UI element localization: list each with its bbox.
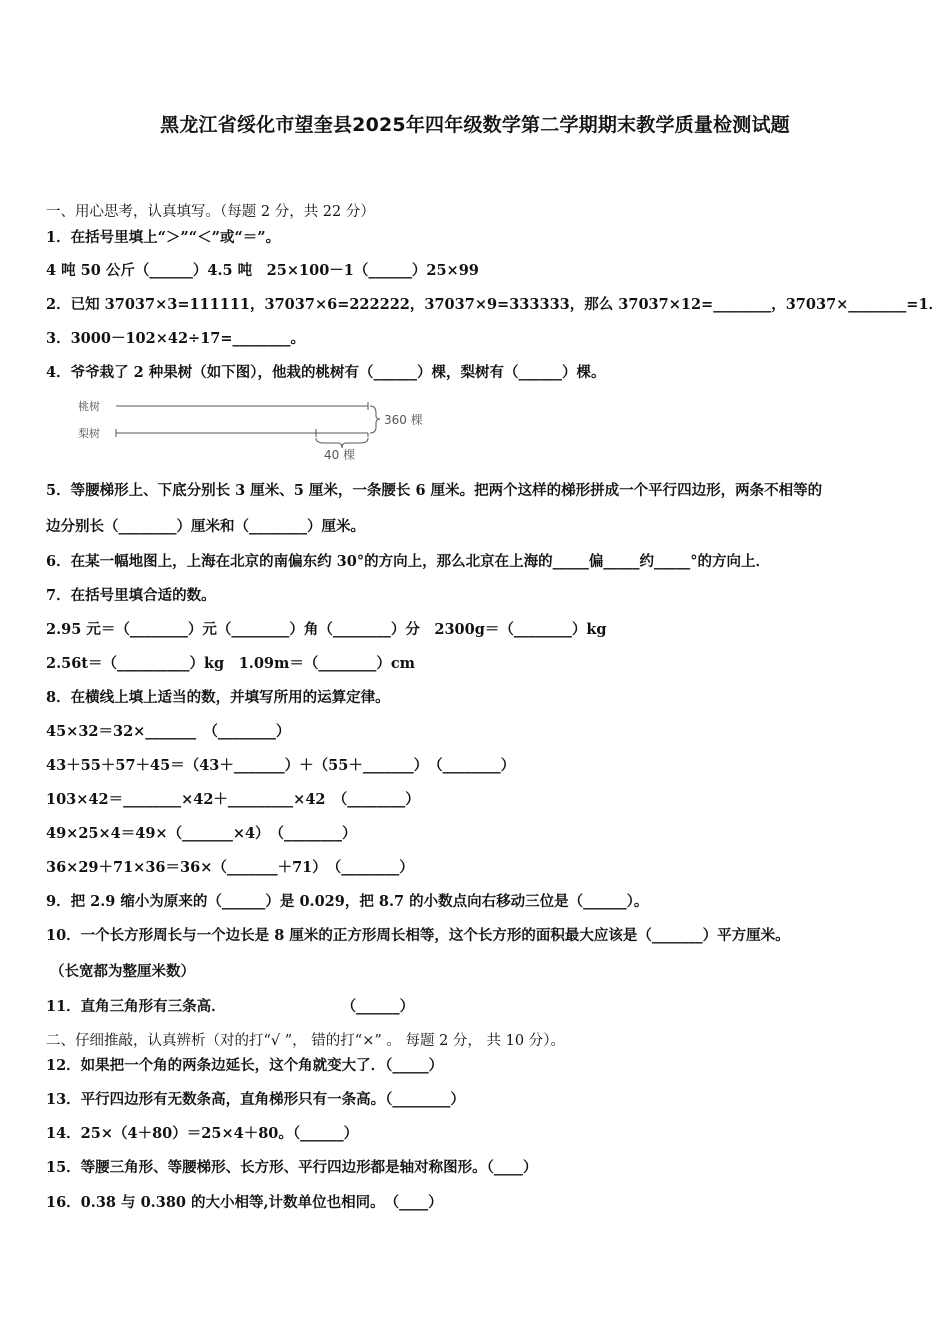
question-15: 15．等腰三角形、等腰梯形、长方形、平行四边形都是轴对称图形。（____） xyxy=(46,1159,538,1176)
diagram-total: 360 棵 xyxy=(384,413,423,427)
page-title: 黑龙江省绥化市望奎县2025年四年级数学第二学期期末教学质量检测试题 xyxy=(160,114,790,136)
question-1: 1．在括号里填上“＞”“＜”或“＝”。 xyxy=(46,229,281,246)
question-2: 2．已知 37037×3=111111，37037×6=222222，37037×9=333333，那么 37037×12=________，37037×________=1． xyxy=(46,296,944,313)
question-7-item-1: 2.95 元＝（________）元（________）角（________）分 2300g＝（________）kg xyxy=(46,621,607,638)
question-8-item-3: 103×42＝________×42＋_________×42 （________） xyxy=(46,791,420,808)
question-11: 11．直角三角形有三条高． （______） xyxy=(46,998,415,1015)
section-1-heading: 一、用心思考，认真填写。（每题 2 分，共 22 分） xyxy=(46,204,375,220)
question-10-note: （长宽都为整厘米数） xyxy=(50,963,195,980)
total-brace xyxy=(370,406,380,433)
question-8-item-1: 45×32＝32×_______ （________） xyxy=(46,723,291,740)
question-14: 14．25×（4＋80）＝25×4＋80。（______） xyxy=(46,1125,359,1142)
tree-diagram xyxy=(76,396,456,462)
section-2-heading: 二、仔细推敲，认真辨析（对的打“√ ”， 错的打“×” 。 每题 2 分， 共 10 分）。 xyxy=(46,1033,565,1049)
question-5-cont: 边分别长（________）厘米和（________）厘米。 xyxy=(46,518,365,535)
question-7: 7．在括号里填合适的数。 xyxy=(46,587,216,604)
question-12: 12．如果把一个角的两条边延长，这个角就变大了．（_____） xyxy=(46,1057,444,1074)
question-5: 5．等腰梯形上、下底分别长 3 厘米、5 厘米，一条腰长 6 厘米。把两个这样的梯形拼成一个平行四边形，两条不相等的 xyxy=(46,482,823,499)
question-7-item-2: 2.56t＝（__________）kg 1.09m＝（________）cm xyxy=(46,655,416,672)
diagram-pear-label: 梨树 xyxy=(78,427,100,440)
question-9: 9．把 2.9 缩小为原来的（______）是 0.029，把 8.7 的小数点向右移动三位是（______）。 xyxy=(46,893,649,910)
question-13: 13．平行四边形有无数条高，直角梯形只有一条高。（________） xyxy=(46,1091,465,1108)
question-8: 8．在横线上填上适当的数，并填写所用的运算定律。 xyxy=(46,689,390,706)
diff-brace xyxy=(316,438,368,448)
question-8-item-5: 36×29＋71×36＝36×（_______＋71） （________） xyxy=(46,859,414,876)
question-1-items: 4 吨 50 公斤（______）4.5 吨 25×100－1（______）25×99 xyxy=(46,262,479,279)
diagram-peach-label: 桃树 xyxy=(78,400,100,413)
question-16: 16．0.38 与 0.380 的大小相等,计数单位也相同。 （____） xyxy=(46,1194,443,1211)
question-10: 10．一个长方形周长与一个边长是 8 厘米的正方形周长相等，这个长方形的面积最大应该是（_______）平方厘米。 xyxy=(46,927,790,944)
question-8-item-2: 43＋55＋57＋45＝（43＋_______）＋（55＋_______） （________） xyxy=(46,757,516,774)
question-3: 3．3000－102×42÷17=________。 xyxy=(46,330,306,347)
diagram-diff: 40 棵 xyxy=(324,448,356,462)
question-8-item-4: 49×25×4＝49×（_______×4） （________） xyxy=(46,825,357,842)
question-4: 4．爷爷栽了 2 种果树（如下图），他栽的桃树有（______）棵，梨树有（______）棵。 xyxy=(46,364,606,381)
question-6: 6．在某一幅地图上，上海在北京的南偏东约 30°的方向上，那么北京在上海的_____偏_____约_____°的方向上． xyxy=(46,553,771,570)
